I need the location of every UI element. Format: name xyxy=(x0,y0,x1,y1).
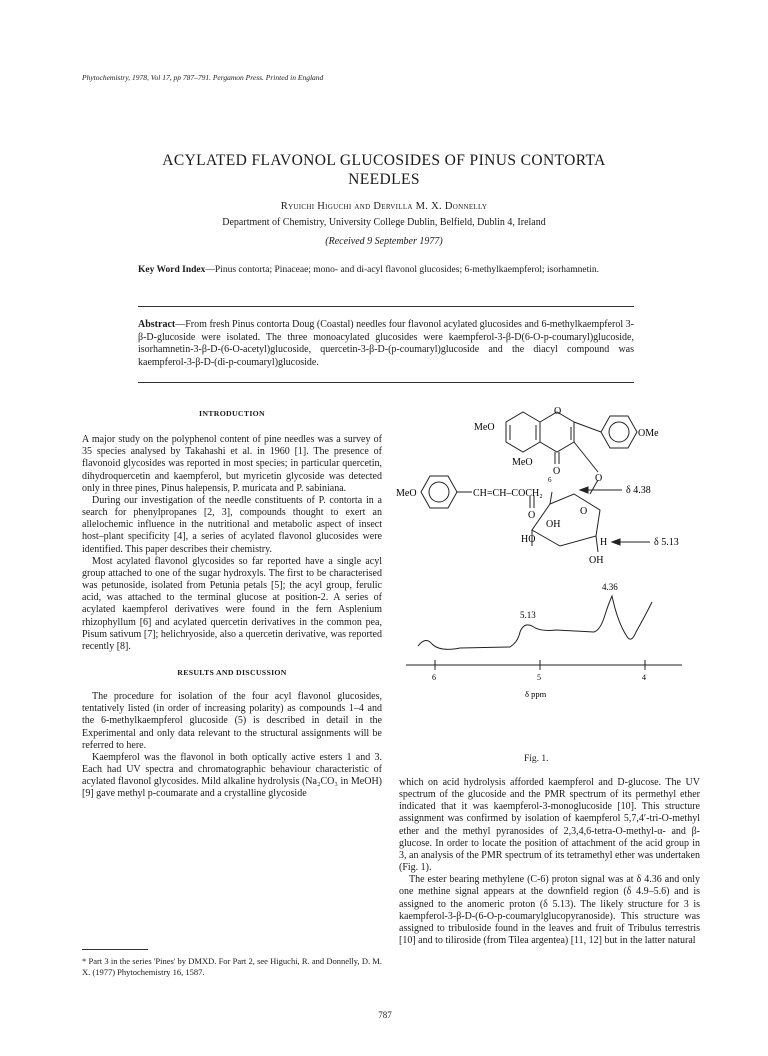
label-meo-mid: MeO xyxy=(512,457,533,468)
introduction-heading: INTRODUCTION xyxy=(199,409,265,418)
article-title xyxy=(70,151,698,189)
title-line-2: NEEDLES xyxy=(348,171,420,188)
label-ester-oxygen: O xyxy=(528,510,536,521)
abstract-label: Abstract xyxy=(138,319,176,330)
peak-label-4-36: 4.36 xyxy=(602,582,618,592)
label-sugar-oxygen: O xyxy=(580,506,588,517)
label-position-6: 6 xyxy=(548,476,552,484)
ring-a xyxy=(506,412,540,452)
title-line-1: ACYLATED FLAVONOL GLUCOSIDES OF PINUS CONTORTA xyxy=(162,152,606,169)
label-ring-oxygen: O xyxy=(554,406,562,417)
label-carbonyl-oxygen: O xyxy=(553,466,561,477)
abstract-top-rule xyxy=(138,306,634,307)
right-paragraph-2: The ester bearing methylene (C-6) proton signal was at δ 4.36 and only one methine signal appears at the downfield region (δ 4.9–5.6) and is assigned to the anomeric proton (δ 5.13). The likely structure for 3 is kaempferol-3-β-D-(6-O-p-coumarylglucopyranoside). This structure was assigned to tribuloside found in the leaves and fruit of Tribulus terrestris [10] and to tiliroside (from Tilea argentea) [11, 12] but in the latter natural xyxy=(399,874,700,947)
label-glycosidic-oxygen: O xyxy=(595,473,603,484)
peak-label-5-13: 5.13 xyxy=(520,610,536,620)
results-paragraph-1: The procedure for isolation of the four acyl flavonol glucosides, tentatively listed (in order of increasing polarity) as compounds 1–4 and the 6-methylkaempferol glucoside (5) is described in detail in the Experimental and only data relevant to the structural assignments will be referred to here. xyxy=(82,691,382,751)
label-delta-4-38: δ 4.38 xyxy=(626,485,651,496)
label-ho: HO xyxy=(521,534,536,545)
received-date: (Received 9 September 1977) xyxy=(325,236,443,247)
tick-label-4: 4 xyxy=(642,673,646,682)
intro-paragraph-3: Most acylated flavonol glycosides so far reported have a single acyl group attached to one of the sugar hydroxyls. The first to be characterised was petunoside, isolated from Petunia petals [5]; the acyl group, ferulic acid, was attached to the terminal glucose at position-2. A series of acylated kaempferol derivatives were found in the fern Asplenium rhizophyllum [6] and acylated quercetin derivatives in the common pea, Pisum sativum [7]; helichryoside, also a quercetin derivative, was reported recently [8]. xyxy=(82,555,382,652)
label-meo-top: MeO xyxy=(474,422,495,433)
abstract-text: —From fresh Pinus contorta Doug (Coastal) needles four flavonol acylated glucosides and 6-methylkaempferol 3-β-D-glucoside were isolated. The three monoacylated glucosides were kaempferol-3-β-D(6-O-p-coumaryl)glucoside, isorhamnetin-3-β-D-(6-O-acetyl)glucoside, quercetin-3-β-D-(p-coumaryl)glucoside and the diacyl compound was kaempferol-3-β-D-(di-p-coumaryl)glucoside. xyxy=(138,319,634,368)
ring-c xyxy=(540,412,574,452)
abstract xyxy=(138,319,634,369)
structure-drawing xyxy=(421,412,650,552)
label-oh-2: OH xyxy=(589,555,604,566)
axis-label-ppm: δ ppm xyxy=(525,689,547,699)
results-heading: RESULTS AND DISCUSSION xyxy=(177,667,287,677)
label-anomeric-h: H xyxy=(600,537,608,548)
tick-label-6: 6 xyxy=(432,673,436,682)
intro-paragraph-2: During our investigation of the needle constituents of P. contorta in a search for phenylpropanes [2, 3], compounds thought to exert an allelochemic influence in the nutritional and metabolic aspect of insect host–plant specificity [4], a series of acylated flavonol glucosides were identified. This paper describes their chemistry. xyxy=(82,494,382,555)
journal-citation: Phytochemistry, 1978, Vol 17, pp 787–791. Pergamon Press. Printed in England xyxy=(82,73,324,82)
sugar-ring xyxy=(532,494,600,546)
figure-caption: Fig. 1. xyxy=(524,754,549,764)
abstract-bottom-rule xyxy=(138,382,634,383)
keywords-text: —Pinus contorta; Pinaceae; mono- and di-acyl flavonol glucosides; 6-methylkaempferol; isorhamnetin. xyxy=(205,265,600,275)
footnote-rule xyxy=(82,949,148,950)
keywords-label: Key Word Index xyxy=(138,265,206,275)
right-paragraph-1: which on acid hydrolysis afforded kaempferol and D-glucose. The UV spectrum of the glucoside and the PMR spectrum of its permethyl ether indicated that it was kaempferol-3-monoglucoside [10]. This structure assignment was confirmed by isolation of kaempferol 5,7,4′-tri-O-methyl ether and the methyl pyranosides of 2,3,4,6-tetra-O-methyl-α- and β-glucose. In order to locate the position of attachment of the acid group in 3, an analysis of the PMR spectrum of its tetramethyl ether was undertaken (Fig. 1). xyxy=(399,777,700,874)
right-column xyxy=(399,777,700,947)
affiliation: Department of Chemistry, University College Dublin, Belfield, Dublin 4, Ireland xyxy=(222,217,546,228)
page-number: 787 xyxy=(378,1010,392,1020)
pmr-spectrum-trace xyxy=(418,596,652,649)
results-paragraph-2: Kaempferol was the flavonol in both optically active esters 1 and 3. Each had UV spectra and chromatographic behaviour characteristic of acylated flavonol glycosides. Mild alkaline hydrolysis (Na₂CO₃ in MeOH) [9] gave methyl p-coumarate and a crystalline glycoside xyxy=(82,751,382,800)
label-ome: OMe xyxy=(638,428,659,439)
label-side-chain: CH=CH–COCH₂ xyxy=(473,488,543,499)
ring-b xyxy=(601,416,637,448)
figure-1 xyxy=(396,400,700,760)
left-column xyxy=(82,408,382,801)
footnote: * Part 3 in the series 'Pines' by DMXD. For Part 2, see Higuchi, R. and Donnelly, D. M. X. (1977) Phytochemistry 16, 1587. xyxy=(82,956,382,977)
tick-label-5: 5 xyxy=(537,673,541,682)
intro-paragraph-1: A major study on the polyphenol content of pine needles was a survey of 35 species analysed by Takahashi et al. in 1960 [1]. The presence of flavonoid glycosides was reported in most species; in particular quercetin, dihydroquercetin and kaempferol, but myricetin glycoside was detected only in three pines, Pinus halepensis, P. muricata and P. sabiniana. xyxy=(82,434,382,494)
label-meo-left: MeO xyxy=(396,488,417,499)
ring-coumaryl xyxy=(421,476,457,508)
label-delta-5-13: δ 5.13 xyxy=(654,537,679,548)
authors: Ryuichi Higuchi and Dervilla M. X. Donnelly xyxy=(280,201,488,212)
keyword-index xyxy=(138,264,634,277)
label-oh-1: OH xyxy=(546,519,561,530)
